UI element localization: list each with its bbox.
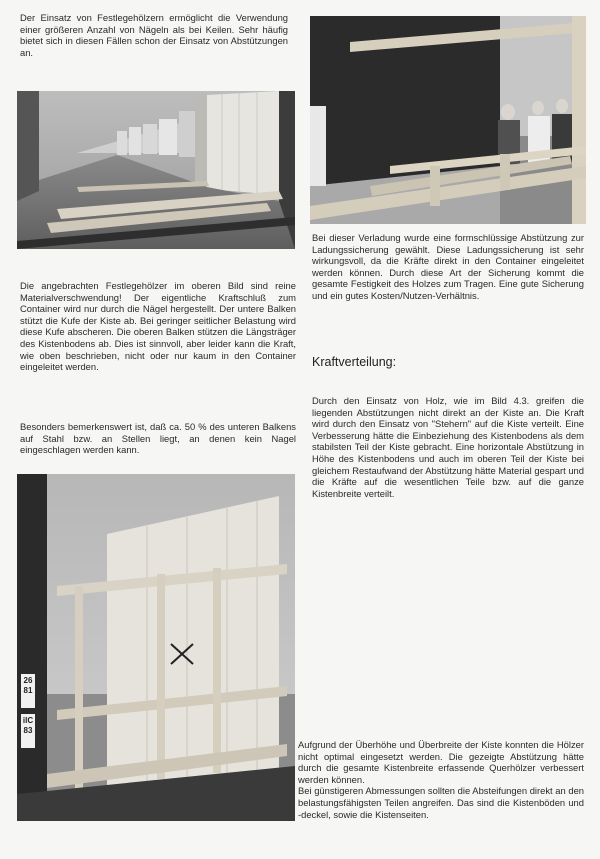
container-marking-upper: 26 81 — [23, 676, 33, 695]
photo-formfit-support — [310, 16, 586, 224]
photo-large-crate-bracing — [17, 474, 295, 821]
intro-paragraph: Der Einsatz von Festlegehölzern ermöglicht die Verwendung einer größeren Anzahl von Nägeln als bei Keilen. Sehr häufig bietet sich in diesen Fällen schon der Einsatz von Abstützungen an. — [20, 12, 288, 58]
oversize-paragraph: Aufgrund der Überhöhe und Überbreite der Kiste konnten die Hölzer nicht optimal eingesetzt werden. Die gezeigte Abstützung hätte durch die gesamte Kistenbreite erfassende Querhölzer verbessert werden können. Bei günstigeren Abmessungen sollten die Absteifungen direkt an den belastungsfähigsten Teilen angreifen. Das sind die Kistenböden und -deckel, sowie die Kistenseiten. — [298, 739, 584, 820]
section-heading-kraftverteilung: Kraftverteilung: — [312, 355, 397, 369]
remark-paragraph: Besonders bemerkenswert ist, daß ca. 50 % des unteren Balkens auf Stahl bzw. an Stellen liegt, an denen kein Nagel eingeschlagen werden kann. — [20, 421, 296, 456]
formfit-paragraph: Bei dieser Verladung wurde eine formschlüssige Abstützung zur Ladungssicherung gewählt. Diese Ladungssicherung ist sehr wirkungsvoll, da die Kräfte direkt in den Container eingeleitet werden können. Durch diese Art der Sicherung kommt die gesamte Festigkeit des Holzes zum Tragen. Eine gute Sicherung und ein gutes Kosten/Nutzen-Verhältnis. — [312, 232, 584, 301]
photo-container-wood-beams — [17, 91, 295, 249]
force-distribution-paragraph: Durch den Einsatz von Holz, wie im Bild 4.3. greifen die liegenden Abstützungen nicht direkt an der Kiste an. Die Kraft wird durch den Einsatz von "Stehern" auf die Kiste verteilt. Eine Verbesserung hätte die Einbeziehung des Kistenbodens als dem stabilsten Teil der Kiste gebracht. Eine horizontale Abstützung in Höhe des Kistenbodens und auch im oberen Teil der Kiste bei gleichem Restaufwand der Abstützung hätte Material gespart und die Kräfte auf die wesentlichen Teile bzw. auf die ganze Kistenbreite verteilt. — [312, 395, 584, 499]
container-marking-lower: ilC 83 — [22, 716, 34, 735]
analysis-paragraph: Die angebrachten Festlegehölzer im oberen Bild sind reine Materialverschwendung! Der eigentliche Kraftschluß zum Container wird nur durch die Nägel hergestellt. Der untere Balken stützt die Kufe der Kiste ab. Bei geringer seitlicher Belastung wird diese Kufe abscheren. Die oberen Balken stützen die Längsträger des Kistenbodens ab. Dies ist sinnvoll, aber leider kann die Kraft, wie oben beschrieben, nicht oder nur kaum in den Container eingeleitet werden. — [20, 280, 296, 373]
